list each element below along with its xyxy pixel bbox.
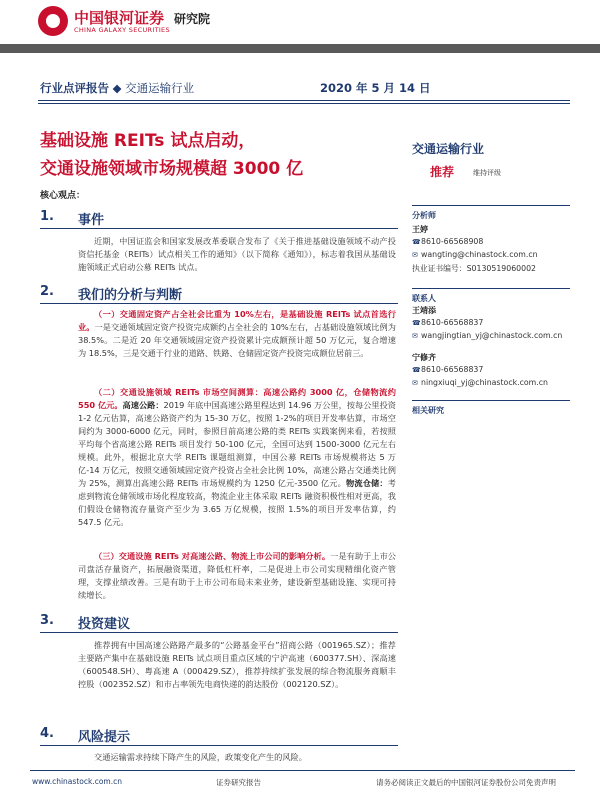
report-title-line1: 基础设施 REITs 试点启动， [40, 131, 256, 151]
rating: 推荐 [430, 165, 455, 179]
phone-icon: ☎ [412, 319, 421, 327]
sidebar-rule-related [412, 400, 570, 401]
section-2-paragraph-1: （一）交通固定资产占全社会比重为 10%左右，是基础设施 REITs 试点首选行业。一是交通领域固定资产投资完成额约占全社会的 10%左右，占基础设施领域比例为 38.5%。二是近 20 年交通领域固定资产投资累计完成额预计超 50 万亿元，复合增速为 18.5%，三是交通于行业的道路、铁路、仓储固定资产投资完成额位居前三。 [78, 309, 396, 358]
report-type-label: 行业点评报告 ◆ 交通运输行业 [40, 81, 195, 95]
section-2-paragraph-3: （三）交通设施 REITs 对高速公路、物流上市公司的影响分析。一是有助于上市公司盘活存量资产，拓展融资渠道，降低杠杆率，二是促进上市公司实现精细化资产管理，支撑业绩改善。三是有助于上市公司布局未来业务，建设新型基础设施、实现可持续增长。 [78, 551, 396, 600]
email-icon: ✉ [412, 379, 418, 387]
sidebar-rule-analyst [412, 205, 570, 206]
analyst-name: 王婷 [412, 225, 428, 234]
report-date: 2020 年 5 月 14 日 [320, 81, 431, 95]
contact-1-phone: ☎8610-66568837 [412, 318, 484, 327]
report-title-line2: 交通设施领域市场规模超 3000 亿 [40, 159, 304, 179]
analyst-email[interactable]: ✉ wangting@chinastock.com.cn [412, 250, 538, 259]
footer-url[interactable]: www.chinastock.com.cn [32, 777, 122, 786]
section-1-title: 事件 [78, 213, 105, 228]
header-rule [38, 100, 570, 101]
phone-icon: ☎ [412, 366, 421, 374]
section-3-title: 投资建议 [78, 617, 131, 632]
analyst-phone: ☎8610-66568908 [412, 237, 484, 246]
footer-disclaimer: 请务必阅读正文最后的中国银河证券股份公司免责声明 [376, 778, 556, 787]
header-rule-2 [38, 103, 570, 104]
contact-2-name: 宁修齐 [412, 353, 436, 362]
sidebar-sector: 交通运输行业 [412, 142, 485, 156]
contact-2-phone: ☎8610-66568837 [412, 365, 484, 374]
section-1-rule [40, 228, 398, 229]
section-4-title: 风险提示 [78, 730, 131, 745]
section-4-text: 交通运输需求持续下降产生的风险，政策变化产生的风险。 [94, 752, 307, 762]
section-3-number: 3. [40, 613, 54, 628]
section-1-number: 1. [40, 209, 54, 224]
logo-chinese-name: 中国银河证券 [74, 9, 165, 27]
footer-rule [30, 770, 575, 771]
institute-label: 研究院 [174, 12, 211, 26]
section-4-rule [40, 745, 398, 746]
header-bar [0, 44, 600, 53]
logo-english-name: CHINA GALAXY SECURITIES [74, 26, 170, 34]
section-2-title: 我们的分析与判断 [78, 288, 183, 303]
section-4-number: 4. [40, 726, 54, 741]
contact-label: 联系人 [412, 294, 436, 303]
section-3-rule [40, 632, 398, 633]
contact-1-name: 王靖添 [412, 306, 436, 315]
contact-2-email[interactable]: ✉ ningxiuqi_yj@chinastock.com.cn [412, 378, 548, 387]
email-icon: ✉ [412, 332, 418, 340]
analyst-label: 分析师 [412, 211, 436, 220]
section-2-rule [40, 303, 398, 304]
rating-note: 维持评级 [473, 169, 501, 177]
related-research-label: 相关研究 [412, 406, 444, 415]
section-1-text: 近期，中国证监会和国家发展改革委联合发布了《关于推进基础设施领域不动产投资信托基金（REITs）试点相关工作的通知》（以下简称《通知》），标志着我国从基础设施领域正式启动公募 REITs 试点。 [78, 236, 396, 272]
footer-center: 证券研究报告 [216, 778, 261, 787]
section-2-number: 2. [40, 284, 54, 299]
email-icon: ✉ [412, 251, 418, 259]
contact-1-email[interactable]: ✉ wangjingtian_yj@chinastock.com.cn [412, 331, 563, 340]
core-view-label: 核心观点： [40, 191, 86, 201]
sidebar-rule-contact [412, 288, 570, 289]
analyst-cert: 执业证书编号：S0130519060002 [412, 264, 537, 273]
company-logo-icon [38, 6, 68, 36]
section-2-paragraph-2: （二）交通设施领域 REITs 市场空间测算：高速公路约 3000 亿，仓储物流约 550 亿元。高速公路：2019 年底中国高速公路里程达到 14.96 万公里，按每公里投资 1-2 亿元估算，高速公路资产约为 15-30 万亿，按照 1-2%的项目开发率估算，市场空间约为 3000-6000 亿元，同时，参照目前高速公路的类 REITs 实践案例来看，若按照平均每个省高速公路 REITs 项目发行 50-100 亿元，全国可达到 1500-3000 亿元左右规模。此外，根据北京大学 REITs 课题组测算，中国公募 REITs 市场规模将达 5 万亿-14 万亿元，按照交通领域固定资产投资占全社会比例 10%，高速公路占交通类比例为 25%，测算出高速公路 REITs 市场规模约为 1250 亿元-3500 亿元。物流仓储：考虑到物流仓储领域市场化程度较高，物流企业主体采取 REITs 融资积极性相对更高，我们假设仓储物流存量资产至少为 3.65 万亿规模，按照 1.5%的项目开发率估算，约 547.5 亿元。 [78, 387, 396, 527]
section-3-text: 推荐拥有中国高速公路路产最多的“公路基金平台”招商公路（001965.SZ）；推荐主要路产集中在基础设施 REITs 试点项目重点区域的宁沪高速（600377.SH）、深高速（600548.SH）、粤高速 A（000429.SZ），推荐持续扩张发展的综合物流服务商顺丰控股（002352.SZ）和市占率领先电商快递的韵达股份（002120.SZ）。 [78, 640, 396, 689]
phone-icon: ☎ [412, 238, 421, 246]
